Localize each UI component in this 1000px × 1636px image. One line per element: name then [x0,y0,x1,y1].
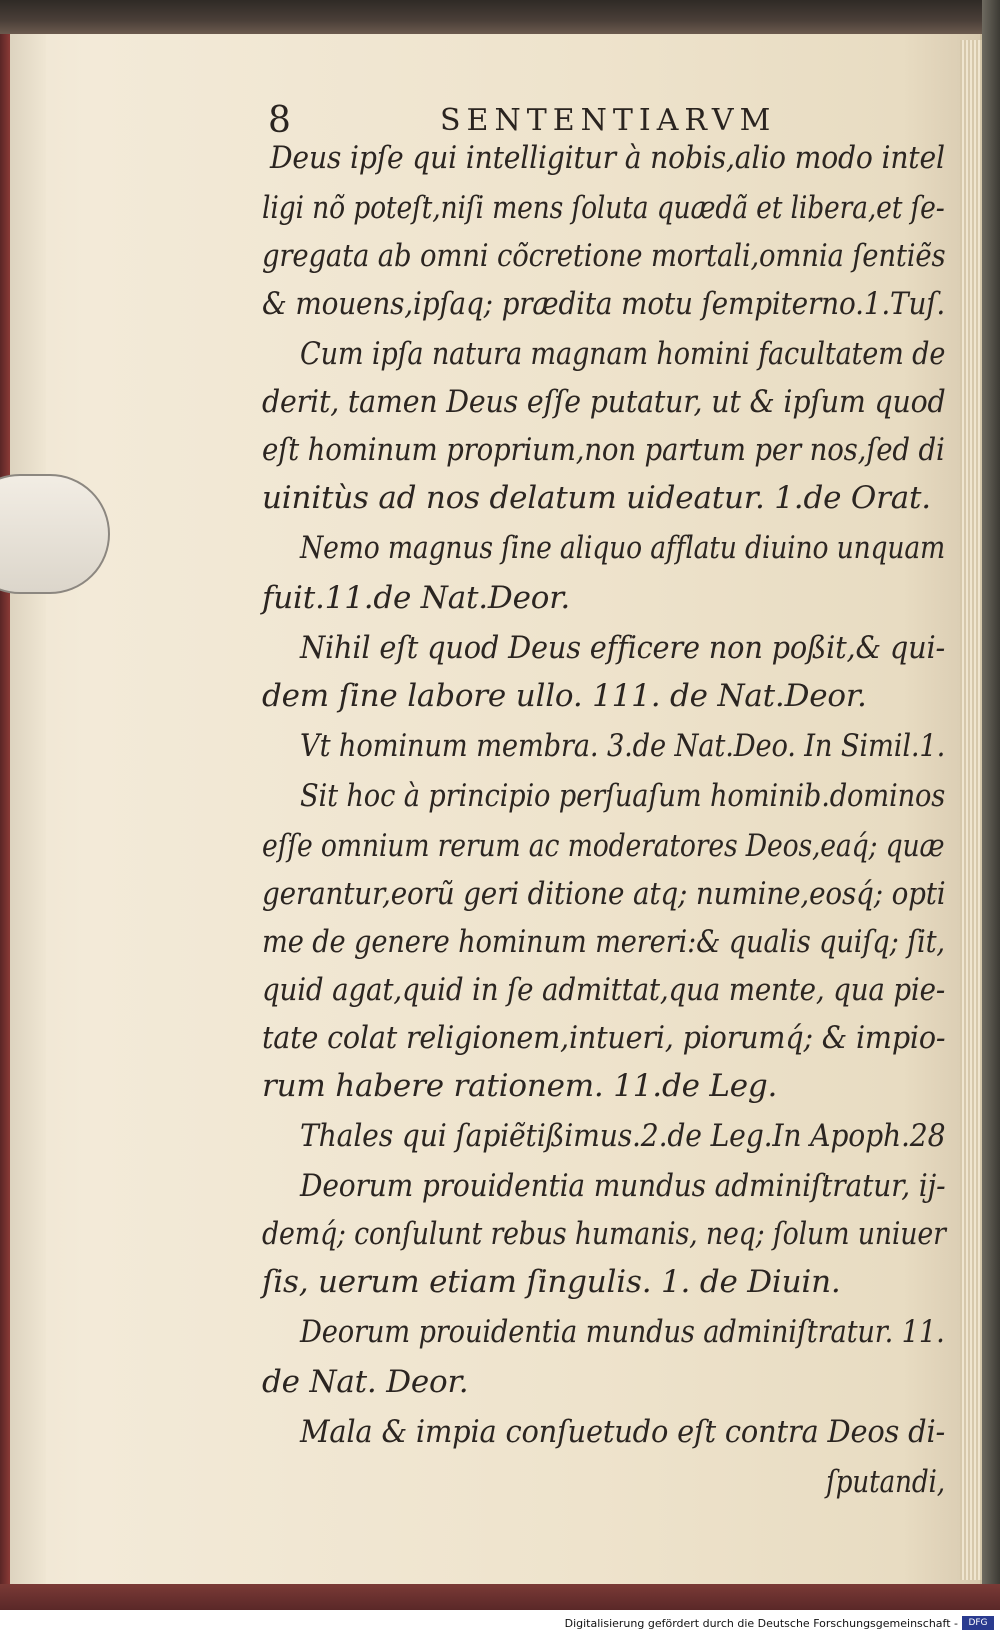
text-line: Deorum prouidentia mundus adminiſtratur, ij- [300,1168,946,1204]
text-line: eſſe omnium rerum ac moderatores Deos,eaq́; quæ [262,828,945,864]
text-line: Sit hoc à principio perſuaſum hominib.dominos [300,778,946,814]
text-line: Vt hominum membra. 3.de Nat.Deo. In Simil.1. [300,728,946,764]
book-cover-left [0,34,10,1594]
text-line: Thales qui ſapiẽtißimus.2.de Leg.In Apoph.28 [300,1118,946,1154]
text-line: dem ſine labore ullo. 111. de Nat.Deor. [262,678,867,714]
catchword: ſputandi, [826,1464,946,1500]
text-line: ſis, uerum etiam ſingulis. 1. de Diuin. [262,1264,841,1300]
text-line: uinitùs ad nos delatum uideatur. 1.de Orat. [262,480,931,516]
text-line: ligi nõ poteſt,niſi mens ſoluta quædã et libera,et ſe- [262,190,945,226]
book-cover-bottom [0,1584,1000,1610]
text-line: derit, tamen Deus eſſe putatur, ut & ipſum quod [262,384,946,420]
page-gutter [10,34,46,1584]
text-line: eſt hominum proprium,non partum per nos,ſed di [262,432,945,468]
book-top-edge [0,0,1000,34]
text-line: Cum ipſa natura magnam homini facultatem de [300,336,946,372]
funding-credit: Digitalisierung gefördert durch die Deutsche Forschungsgemeinschaft - [564,1617,958,1630]
page-fore-edge [960,40,982,1580]
text-line: gregata ab omni cõcretione mortali,omnia ſentiẽs [262,238,946,274]
text-line: tate colat religionem,intueri, piorumq́; & impio- [262,1020,946,1056]
text-line: de Nat. Deor. [262,1364,469,1400]
text-line: fuit.11.de Nat.Deor. [262,580,571,616]
book-cover-right [982,0,1000,1600]
text-line: Nemo magnus ſine aliquo afflatu diuino unquam [300,530,946,566]
text-line: gerantur,eorũ geri ditione atq; numine,eosq́; opti [262,876,946,912]
text-line: Nihil eſt quod Deus efficere non poßit,& qui- [300,630,946,666]
text-line: me de genere hominum mereri:& qualis quiſq; ſit, [262,924,945,960]
page-number: 8 [268,100,291,141]
text-line: rum habere rationem. 11.de Leg. [262,1068,778,1104]
dfg-logo: DFG [962,1616,994,1630]
text-line: quid agat,quid in ſe admittat,qua mente, qua pie- [262,972,946,1008]
text-line: Mala & impia conſuetudo eſt contra Deos di- [300,1414,946,1450]
text-line: & mouens,ipſaq; prædita motu ſempiterno.1.Tuſ. [262,286,946,322]
running-head: SENTENTIARVM [440,103,777,138]
text-line: demq́; conſulunt rebus humanis, neq; ſolum uniuer [262,1216,946,1252]
text-line: Deorum prouidentia mundus adminiſtratur. 11. [300,1314,945,1350]
text-line: Deus ipſe qui intelligitur à nobis,alio modo intel [270,140,945,176]
